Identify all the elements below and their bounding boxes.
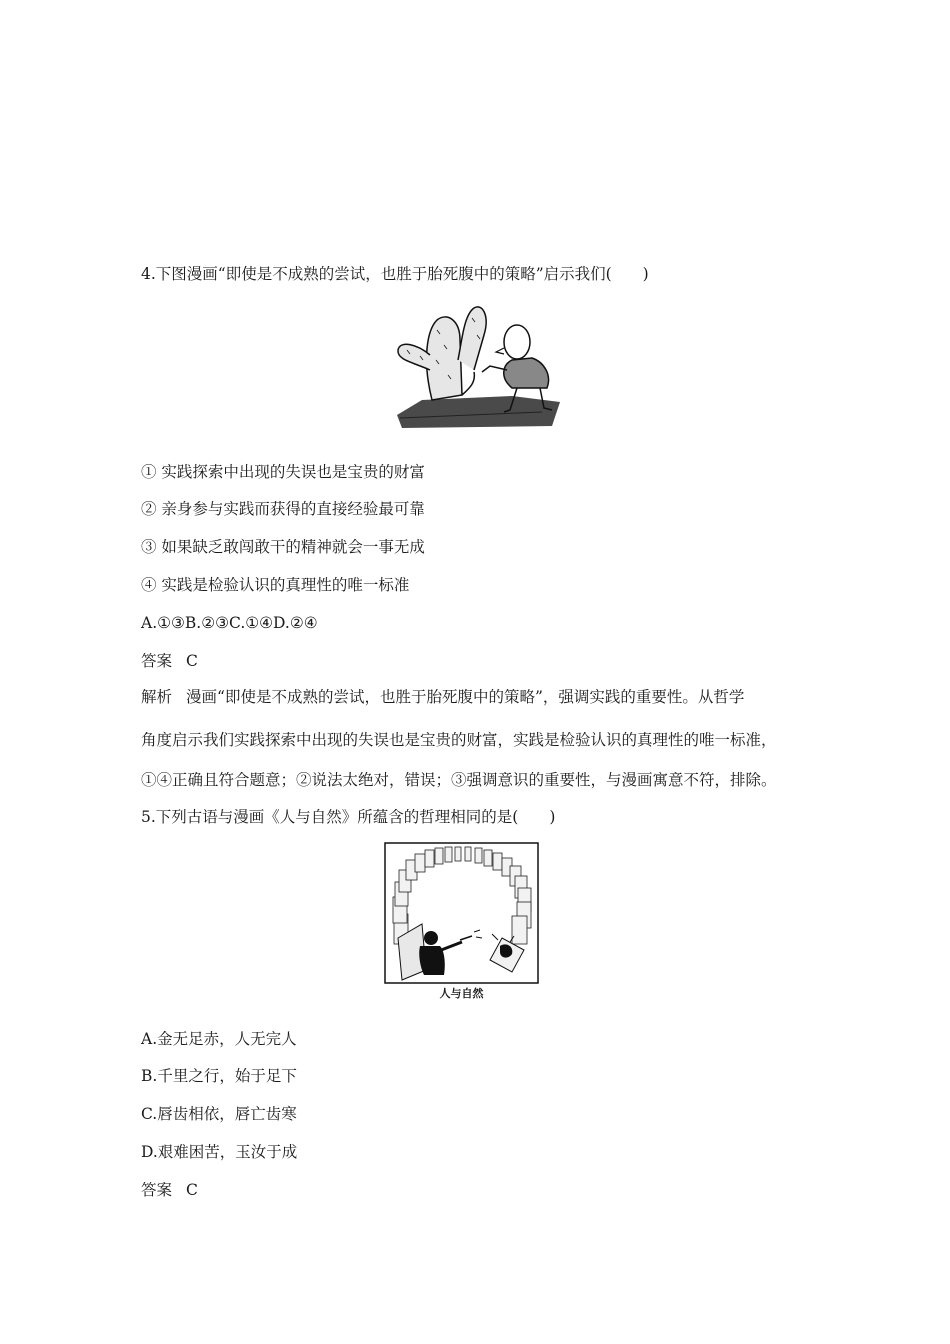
question-4-explanation-line-3: ①④正确且符合题意；②说法太绝对，错误；③强调意识的重要性，与漫画寓意不符，排除。 — [141, 771, 777, 789]
explanation-label: 解析 — [141, 688, 173, 706]
question-5-choice-c: C.唇齿相依，唇亡齿寒 — [141, 1105, 297, 1123]
question-5-stem: 5.下列古语与漫画《人与自然》所蕴含的哲理相同的是( ) — [141, 808, 556, 826]
question-5-choice-b: B.千里之行，始于足下 — [141, 1067, 297, 1085]
question-4-stem: 4.下图漫画“即使是不成熟的尝试，也胜于胎死腹中的策略”启示我们( ) — [141, 265, 649, 283]
figure-caption: 人与自然 — [439, 987, 484, 1000]
explanation-text: 漫画“即使是不成熟的尝试，也胜于胎死腹中的策略”，强调实践的重要性。从哲学 — [186, 688, 745, 706]
question-4-explanation-line-1 — [141, 686, 744, 708]
question-5-choice-d: D.艰难困苦，玉汝于成 — [141, 1143, 298, 1161]
answer-label: 答案 — [141, 1181, 173, 1199]
question-4-choices: A.①③B.②③C.①④D.②④ — [141, 614, 318, 632]
question-4-option-2: ② 亲身参与实践而获得的直接经验最可靠 — [141, 500, 425, 518]
answer-value: C — [186, 652, 198, 670]
question-4-option-1: ① 实践探索中出现的失误也是宝贵的财富 — [141, 463, 425, 481]
question-4-answer — [141, 650, 198, 672]
question-5-choice-a: A.金无足赤，人无完人 — [141, 1030, 297, 1048]
answer-value: C — [186, 1181, 198, 1199]
question-5-answer — [141, 1179, 198, 1201]
question-4-explanation-line-2: 角度启示我们实践探索中出现的失误也是宝贵的财富，实践是检验认识的真理性的唯一标准， — [141, 731, 777, 749]
question-4-option-4: ④ 实践是检验认识的真理性的唯一标准 — [141, 576, 410, 594]
cactus-cartoon-figure — [392, 300, 562, 435]
answer-label: 答案 — [141, 652, 173, 670]
man-and-nature-cartoon-figure — [384, 842, 539, 984]
question-4-option-3: ③ 如果缺乏敢闯敢干的精神就会一事无成 — [141, 538, 425, 556]
